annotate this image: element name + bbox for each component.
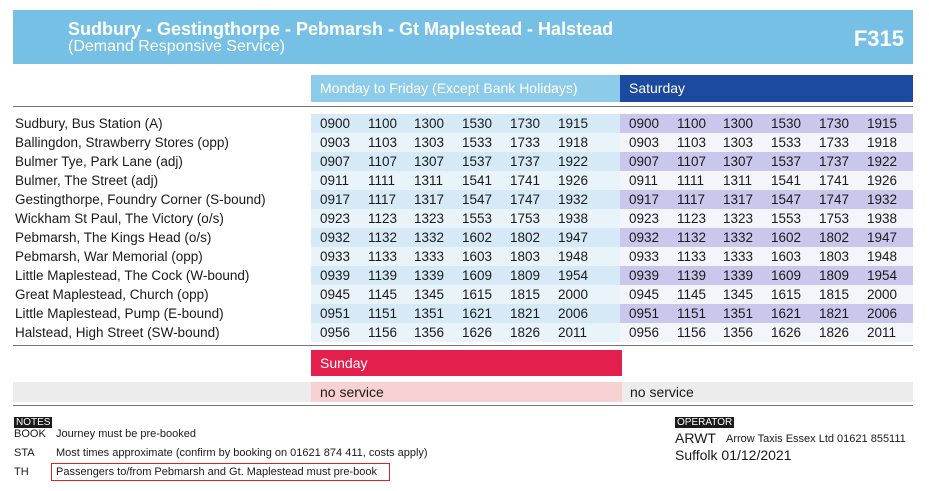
saturday-time: 0907: [629, 154, 660, 169]
table-row: [13, 209, 913, 228]
stop-name: Great Maplestead, Church (opp): [15, 287, 209, 302]
saturday-time: 1533: [771, 135, 802, 150]
saturday-time: 1747: [819, 192, 850, 207]
saturday-time: 1541: [771, 173, 802, 188]
saturday-time: 1753: [819, 211, 850, 226]
weekday-time: 1915: [558, 116, 589, 131]
saturday-time: 1926: [867, 173, 898, 188]
saturday-time: 2006: [867, 306, 898, 321]
saturday-time: 0945: [629, 287, 660, 302]
weekday-time: 1947: [558, 230, 589, 245]
weekday-time: 1938: [558, 211, 589, 226]
weekday-time: 1139: [368, 268, 398, 283]
saturday-time: 1156: [677, 325, 707, 340]
saturday-time: 1332: [723, 230, 754, 245]
saturday-time: 0911: [629, 173, 659, 188]
saturday-time: 0956: [629, 325, 660, 340]
weekday-time: 0951: [320, 306, 351, 321]
weekday-time: 1537: [462, 154, 493, 169]
saturday-time: 1530: [771, 116, 802, 131]
table-row: [13, 323, 913, 342]
weekday-time: 1609: [462, 268, 493, 283]
saturday-time: 1626: [771, 325, 802, 340]
saturday-time: 1145: [677, 287, 707, 302]
saturday-time: 0903: [629, 135, 660, 150]
saturday-time: 1948: [867, 249, 898, 264]
operator-name: Arrow Taxis Essex Ltd 01621 855111: [726, 433, 906, 445]
weekday-time: 1737: [510, 154, 541, 169]
saturday-time: 1947: [867, 230, 898, 245]
saturday-time: 1345: [723, 287, 754, 302]
weekday-time: 1317: [414, 192, 445, 207]
weekday-time: 0932: [320, 230, 351, 245]
saturday-time: 0951: [629, 306, 660, 321]
note-text: Journey must be pre-booked: [56, 428, 197, 440]
stop-name: Pebmarsh, War Memorial (opp): [15, 249, 203, 264]
weekday-time: 0923: [320, 211, 351, 226]
operator-date: Suffolk 01/12/2021: [675, 447, 792, 463]
weekday-time: 1530: [462, 116, 493, 131]
weekday-time: 1356: [414, 325, 445, 340]
weekday-time: 1307: [414, 154, 445, 169]
table-row: [13, 247, 913, 266]
table-row: [13, 152, 913, 171]
saturday-column-header: Saturday: [620, 75, 913, 102]
weekday-time: 1603: [462, 249, 493, 264]
weekday-time: 1821: [510, 306, 541, 321]
saturday-time: 0900: [629, 116, 660, 131]
weekday-time: 1741: [510, 173, 541, 188]
saturday-time: 0933: [629, 249, 660, 264]
saturday-time: 1821: [819, 306, 850, 321]
weekday-time: 0903: [320, 135, 351, 150]
saturday-time: 1602: [771, 230, 802, 245]
weekday-time: 1547: [462, 192, 493, 207]
weekday-time: 1802: [510, 230, 541, 245]
weekday-time: 0945: [320, 287, 351, 302]
saturday-time: 1809: [819, 268, 850, 283]
weekday-time: 1733: [510, 135, 541, 150]
saturday-time: 1815: [819, 287, 850, 302]
weekday-time: 1615: [462, 287, 493, 302]
saturday-time: 1621: [771, 306, 802, 321]
saturday-time: 1117: [677, 192, 706, 207]
saturday-time: 1133: [677, 249, 707, 264]
weekday-time: 1621: [462, 306, 493, 321]
saturday-time: 1311: [723, 173, 753, 188]
route-subtitle: (Demand Responsive Service): [68, 38, 285, 55]
saturday-time: 1954: [867, 268, 898, 283]
saturday-time: 1151: [677, 306, 707, 321]
saturday-time: 1537: [771, 154, 802, 169]
saturday-time: 1737: [819, 154, 850, 169]
weekday-time: 1922: [558, 154, 589, 169]
weekday-time: 1730: [510, 116, 541, 131]
weekday-time: 1753: [510, 211, 541, 226]
saturday-time: 0932: [629, 230, 660, 245]
weekday-time: 1145: [368, 287, 398, 302]
saturday-time: 1733: [819, 135, 850, 150]
saturday-time: 0917: [629, 192, 660, 207]
saturday-time: 1351: [723, 306, 754, 321]
saturday-time: 0923: [629, 211, 660, 226]
table-row: [13, 228, 913, 247]
saturday-time: 1107: [677, 154, 707, 169]
operator-label: OPERATOR: [677, 417, 733, 428]
weekday-time: 1133: [368, 249, 398, 264]
stop-name: Halstead, High Street (SW-bound): [15, 325, 220, 340]
divider: [13, 106, 913, 107]
divider: [13, 345, 913, 346]
note-code: TH: [14, 466, 29, 478]
saturday-time: 1547: [771, 192, 802, 207]
saturday-time: 1123: [677, 211, 707, 226]
saturday-time: 1730: [819, 116, 850, 131]
weekday-time: 1602: [462, 230, 493, 245]
weekday-time: 1948: [558, 249, 589, 264]
stop-name: Bulmer, The Street (adj): [15, 173, 159, 188]
weekday-time: 1123: [368, 211, 398, 226]
saturday-time: 1100: [677, 116, 707, 131]
saturday-time: 1802: [819, 230, 850, 245]
weekday-time: 1932: [558, 192, 589, 207]
weekday-time: 1323: [414, 211, 445, 226]
stop-name: Gestingthorpe, Foundry Corner (S-bound): [15, 192, 266, 207]
weekday-time: 2011: [558, 325, 588, 340]
weekday-time: 1117: [368, 192, 397, 207]
weekday-time: 0911: [320, 173, 350, 188]
weekday-time: 1747: [510, 192, 541, 207]
saturday-time: 1111: [677, 173, 705, 188]
stop-name: Wickham St Paul, The Victory (o/s): [15, 211, 224, 226]
table-row: [13, 190, 913, 209]
saturday-time: 1741: [819, 173, 850, 188]
stop-name: Bulmer Tye, Park Lane (adj): [15, 154, 183, 169]
stop-name: Ballingdon, Strawberry Stores (opp): [15, 135, 229, 150]
weekday-time: 1111: [368, 173, 396, 188]
weekday-time: 0956: [320, 325, 351, 340]
saturday-time: 1553: [771, 211, 802, 226]
stop-name: Pebmarsh, The Kings Head (o/s): [15, 230, 212, 245]
saturday-time: 1615: [771, 287, 802, 302]
saturday-time: 1333: [723, 249, 754, 264]
timetable-header: [13, 10, 913, 64]
saturday-time: 1132: [677, 230, 707, 245]
saturday-time: 1932: [867, 192, 898, 207]
saturday-time: 1922: [867, 154, 898, 169]
weekday-time: 1339: [414, 268, 445, 283]
weekday-time: 1541: [462, 173, 493, 188]
weekday-time: 1151: [368, 306, 398, 321]
saturday-time: 1323: [723, 211, 754, 226]
weekday-time: 0900: [320, 116, 351, 131]
weekday-time: 1100: [368, 116, 398, 131]
weekday-time: 2000: [558, 287, 589, 302]
saturday-time: 1915: [867, 116, 898, 131]
route-title: Sudbury - Gestingthorpe - Pebmarsh - Gt Maplestead - Halstead: [68, 19, 614, 39]
stop-name: Little Maplestead, The Cock (W-bound): [15, 268, 250, 283]
weekday-time: 1926: [558, 173, 589, 188]
saturday-time: 1139: [677, 268, 707, 283]
weekday-time: 2006: [558, 306, 589, 321]
weekday-time: 1132: [368, 230, 398, 245]
note-code: STA: [14, 447, 35, 459]
weekday-time: 1332: [414, 230, 445, 245]
weekday-time: 1300: [414, 116, 445, 131]
weekday-time: 1311: [414, 173, 444, 188]
saturday-time: 1609: [771, 268, 802, 283]
table-row: [13, 266, 913, 285]
sunday-saturday-cell: no service: [630, 384, 694, 400]
saturday-time: 1918: [867, 135, 898, 150]
saturday-time: 1803: [819, 249, 850, 264]
table-row: [13, 304, 913, 323]
weekday-column-header: Monday to Friday (Except Bank Holidays): [311, 75, 620, 102]
stop-name: Sudbury, Bus Station (A): [15, 116, 163, 131]
sunday-weekday-cell: no service: [311, 382, 622, 402]
saturday-time: 1339: [723, 268, 754, 283]
weekday-time: 1351: [414, 306, 445, 321]
weekday-time: 1826: [510, 325, 541, 340]
weekday-time: 1954: [558, 268, 589, 283]
weekday-time: 1345: [414, 287, 445, 302]
saturday-time: 1103: [677, 135, 707, 150]
saturday-time: 2011: [867, 325, 897, 340]
table-row: [13, 133, 913, 152]
saturday-time: 0939: [629, 268, 660, 283]
table-row: [13, 114, 913, 133]
saturday-time: 1307: [723, 154, 754, 169]
weekday-time: 1626: [462, 325, 493, 340]
route-code: F315: [853, 26, 904, 51]
weekday-time: 1156: [368, 325, 398, 340]
saturday-time: 1317: [723, 192, 754, 207]
sunday-column-header: Sunday: [311, 350, 622, 376]
saturday-time: 1300: [723, 116, 754, 131]
weekday-time: 1815: [510, 287, 541, 302]
weekday-time: 0933: [320, 249, 351, 264]
saturday-time: 2000: [867, 287, 898, 302]
weekday-time: 1918: [558, 135, 589, 150]
weekday-time: 1107: [368, 154, 398, 169]
weekday-time: 0939: [320, 268, 351, 283]
note-code: BOOK: [14, 428, 46, 440]
weekday-time: 1553: [462, 211, 493, 226]
weekday-time: 1303: [414, 135, 445, 150]
note-text: Most times approximate (confirm by booking on 01621 874 411, costs apply): [56, 447, 428, 459]
divider: [13, 405, 913, 406]
saturday-time: 1826: [819, 325, 850, 340]
weekday-time: 0917: [320, 192, 351, 207]
note-text: Passengers to/from Pebmarsh and Gt. Maplestead must pre-book: [56, 466, 377, 478]
operator-code: ARWT: [675, 430, 716, 446]
saturday-time: 1356: [723, 325, 754, 340]
saturday-time: 1938: [867, 211, 898, 226]
weekday-time: 0907: [320, 154, 351, 169]
weekday-time: 1809: [510, 268, 541, 283]
weekday-time: 1103: [368, 135, 398, 150]
weekday-time: 1533: [462, 135, 493, 150]
notes-label: NOTES: [16, 417, 51, 428]
table-row: [13, 171, 913, 190]
stop-name: Little Maplestead, Pump (E-bound): [15, 306, 224, 321]
table-row: [13, 285, 913, 304]
weekday-time: 1333: [414, 249, 445, 264]
saturday-time: 1603: [771, 249, 802, 264]
weekday-time: 1803: [510, 249, 541, 264]
saturday-time: 1303: [723, 135, 754, 150]
